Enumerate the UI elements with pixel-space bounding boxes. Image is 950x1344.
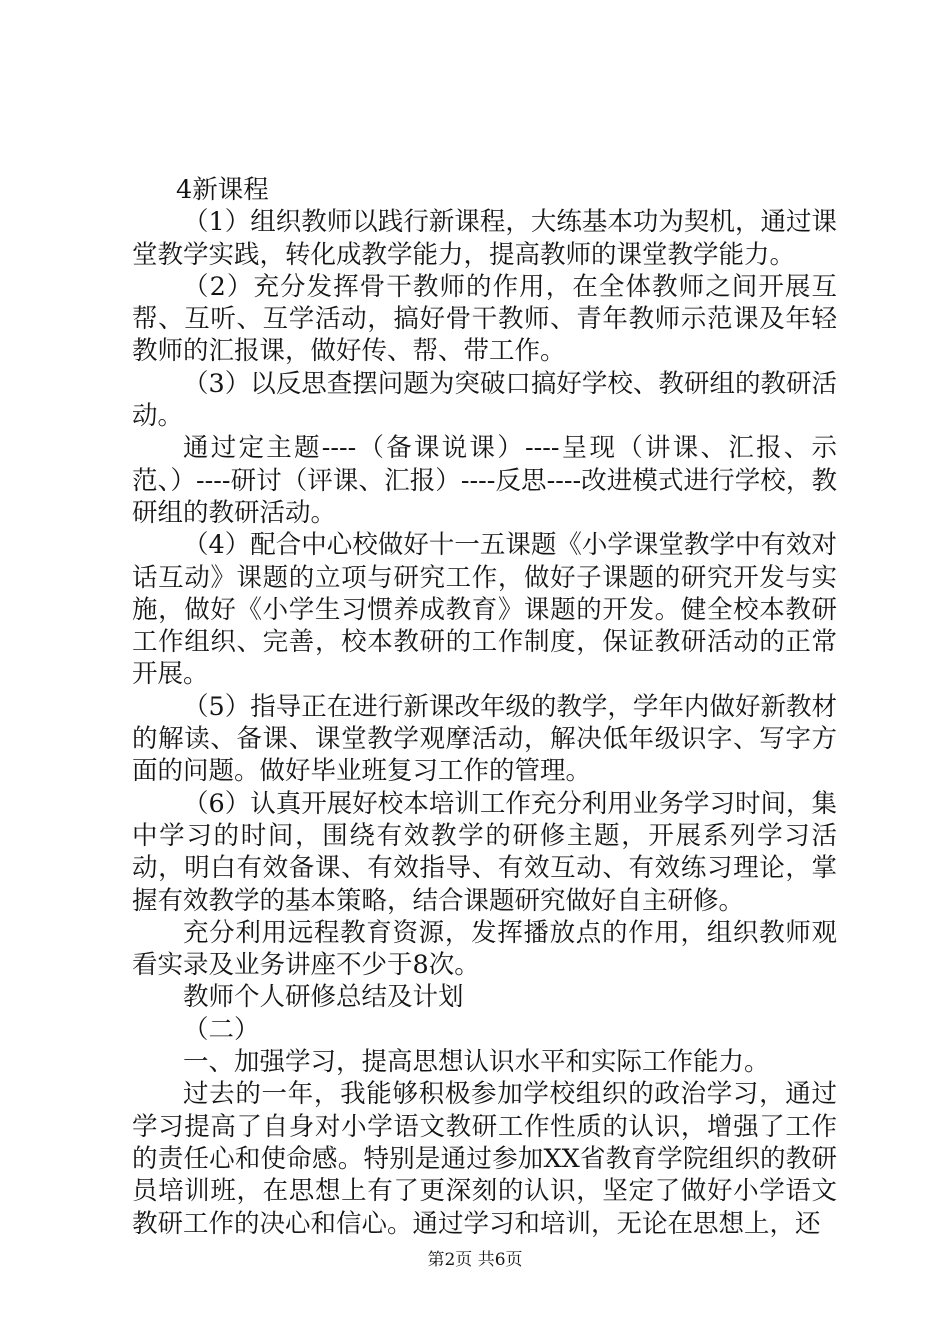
paragraph: 过去的一年，我能够积极参加学校组织的政治学习，通过学习提高了自身对小学语文教研工作性质的认识，增强了工作的责任心和使命感。特别是通过参加XX省教育学院组织的教研员培训班，在思想上有了更深刻的认识，坚定了做好小学语文教研工作的决心和信心。通过学习和培训，无论在思想上，还 bbox=[132, 1079, 837, 1239]
page-footer bbox=[0, 1245, 950, 1270]
paragraph: 通过定主题----（备课说课）----呈现（讲课、汇报、示范、）----研讨（评课、汇报）----反思----改进模式进行学校，教研组的教研活动。 bbox=[132, 433, 837, 528]
part-label: （二） bbox=[183, 1014, 260, 1045]
paragraph: 充分利用远程教育资源，发挥播放点的作用，组织教师观看实录及业务讲座不少于8次。 bbox=[132, 917, 837, 981]
document-title: 教师个人研修总结及计划 bbox=[183, 982, 464, 1013]
page-number: 第2页 共6页 bbox=[427, 1250, 523, 1270]
document-body bbox=[132, 174, 837, 1240]
paragraph: （6）认真开展好校本培训工作充分利用业务学习时间，集中学习的时间，围绕有效教学的研修主题，开展系列学习活动，明白有效备课、有效指导、有效互动、有效练习理论，掌握有效教学的基本策略，结合课题研究做好自主研修。 bbox=[132, 788, 837, 916]
section-heading: 一、加强学习，提高思想认识水平和实际工作能力。 bbox=[183, 1047, 770, 1078]
paragraph: （5）指导正在进行新课改年级的教学，学年内做好新教材的解读、备课、课堂教学观摩活动，解决低年级识字、写字方面的问题。做好毕业班复习工作的管理。 bbox=[132, 691, 837, 787]
paragraph: （2）充分发挥骨干教师的作用，在全体教师之间开展互帮、互听、互学活动，搞好骨干教师、青年教师示范课及年轻教师的汇报课，做好传、帮、带工作。 bbox=[132, 271, 837, 367]
paragraph: （1）组织教师以践行新课程，大练基本功为契机，通过课堂教学实践，转化成教学能力，提高教师的课堂教学能力。 bbox=[132, 207, 837, 270]
paragraph: （3）以反思查摆问题为突破口搞好学校、教研组的教研活动。 bbox=[132, 368, 837, 432]
paragraph: （4）配合中心校做好十一五课题《小学课堂教学中有效对话互动》课题的立项与研究工作，做好子课题的研究开发与实施，做好《小学生习惯养成教育》课题的开发。健全校本教研工作组织、完善，校本教研的工作制度，保证教研活动的正常开展。 bbox=[132, 530, 837, 690]
section-heading: 4新课程 bbox=[176, 175, 269, 205]
